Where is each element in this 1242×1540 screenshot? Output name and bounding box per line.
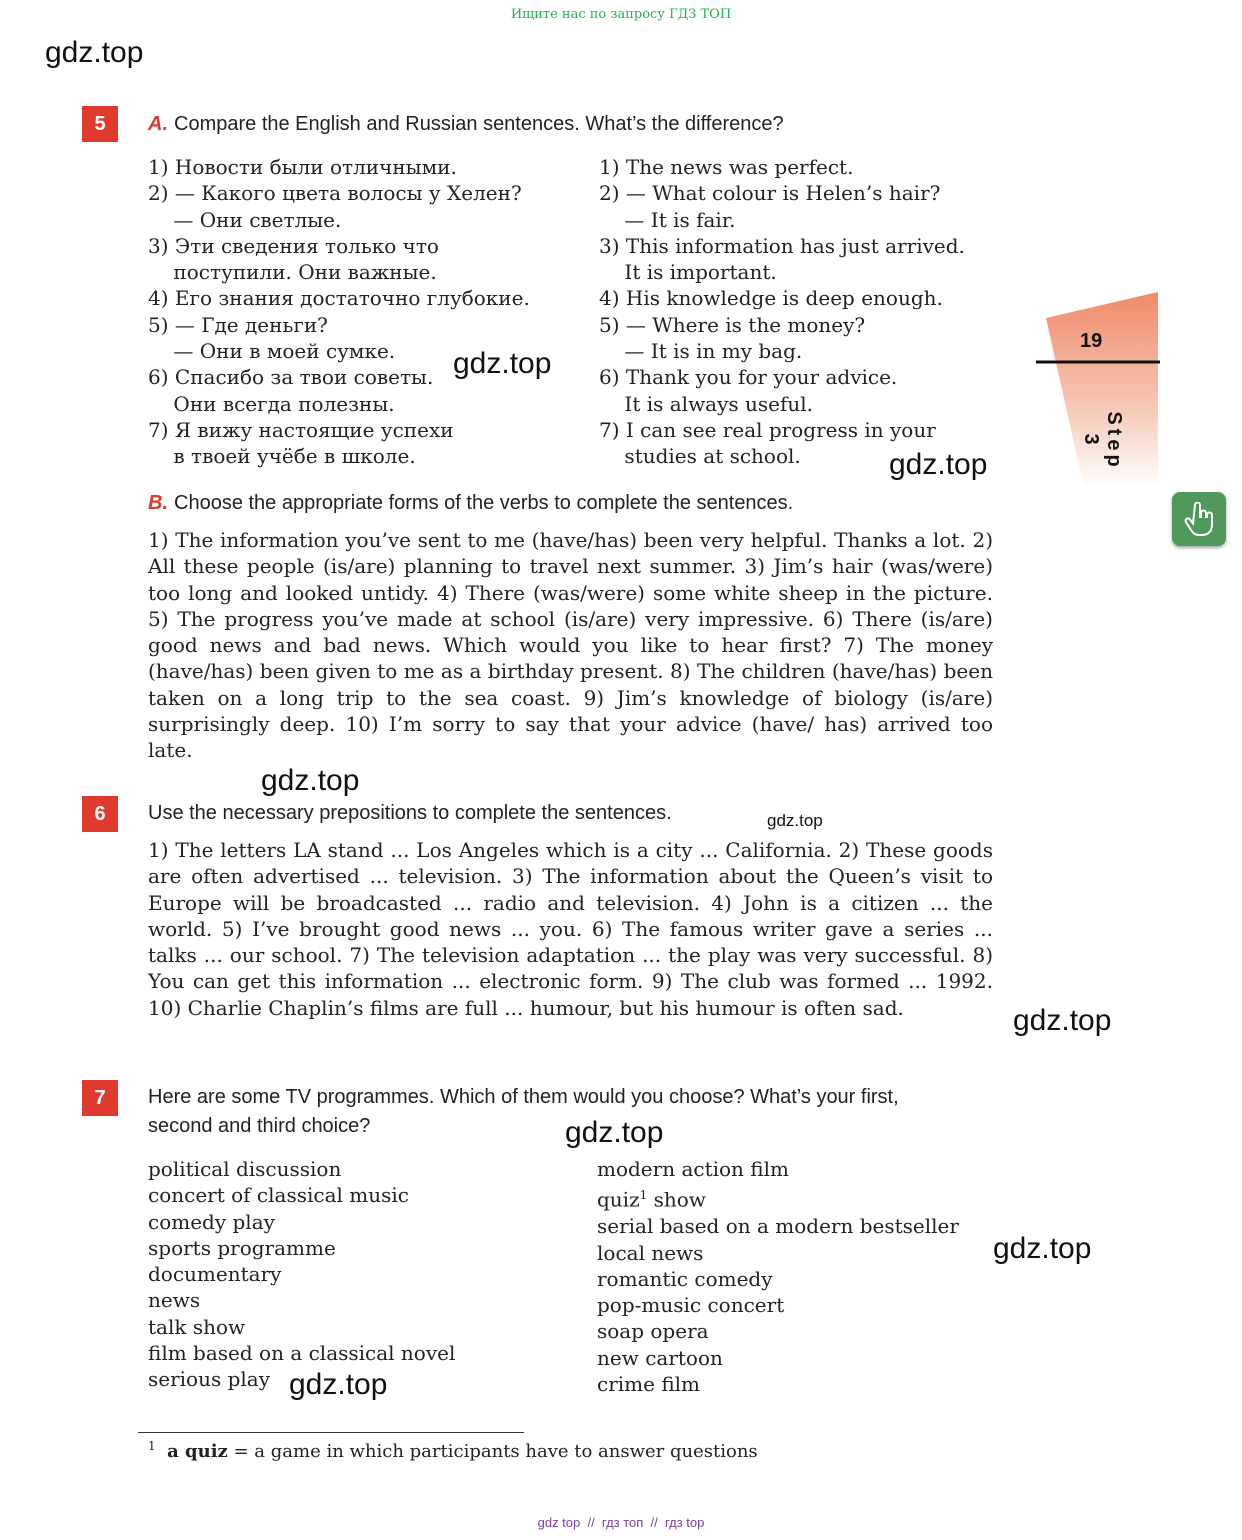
footnote-marker: 1 (148, 1439, 156, 1453)
footnote (148, 1439, 758, 1462)
sentence-line: Они всегда полезны. (148, 391, 395, 416)
list-item: news (148, 1288, 201, 1313)
sentence-line: — Они светлые. (148, 207, 342, 232)
list-item: modern action film (597, 1157, 789, 1181)
tv-programmes-right (597, 1156, 959, 1397)
sentence-line: It is always useful. (599, 391, 814, 416)
part-label: A. (148, 113, 168, 135)
part-label: B. (148, 492, 168, 514)
watermark: gdz.top (565, 1116, 664, 1149)
english-sentences (599, 154, 999, 470)
hand-pointer-icon (1184, 502, 1214, 536)
sentence-line: поступили. Они важные. (148, 260, 437, 285)
ex5-b-text: 1) The information you’ve sent to me (have/has) been very helpful. Thanks a lot. 2) All these people (is/are) planning to travel next summer. 3) Jim’s hair (was/were) too long and looked untidy. 4) There (was/were) some white sheep in the picture. 5) The progress you’ve made at school (is/are) very impressive. 6) There (is/are) good news and bad news. Which would you like to hear first? 7) The money (have/has) been given to me as a birthday present. 8) The children (have/has) been taken on a long trip to the sea coast. 9) Jim’s knowledge of biology (is/are) surprisingly deep. 10) I’m sorry to say that your advice (have/ has) arrived too late. (148, 528, 993, 763)
sentence-line: 7) I can see real progress in your (599, 417, 936, 442)
sentence-line: 2) — Какого цвета волосы у Хелен? (148, 181, 522, 206)
watermark: gdz.top (261, 764, 360, 797)
list-item: new cartoon (597, 1345, 723, 1370)
watermark: gdz.top (993, 1232, 1092, 1265)
russian-sentences (148, 154, 578, 470)
sentence-line: 1) Новости были отличными. (148, 155, 457, 179)
sentence-line: — Они в моей сумке. (148, 339, 396, 364)
sentence-line: 1) The news was perfect. (599, 155, 854, 179)
sentence-line: 7) Я вижу настоящие успехи (148, 417, 454, 442)
hand-pointer-button[interactable] (1172, 492, 1226, 546)
watermark: gdz.top (767, 811, 823, 830)
ex6-instruction: Use the necessary prepositions to complete the sentences. (148, 802, 672, 824)
sentence-line: It is important. (599, 260, 777, 285)
exercise-number: 7 (82, 1080, 118, 1116)
sentence-line: 5) — Where is the money? (599, 312, 866, 337)
sentence-line: — It is fair. (599, 207, 736, 232)
list-item: local news (597, 1240, 704, 1265)
watermark: gdz.top (889, 448, 988, 481)
sentence-line: 3) Эти сведения только что (148, 233, 439, 258)
exercise-number: 6 (82, 796, 118, 832)
list-item (597, 1182, 959, 1213)
list-item: talk show (148, 1314, 246, 1339)
top-banner[interactable]: Ищите нас по запросу ГДЗ ТОП (510, 7, 732, 22)
exercise-number: 5 (82, 106, 118, 142)
sentence-line: в твоей учёбе в школе. (148, 444, 416, 469)
footnote-divider (138, 1432, 524, 1433)
footnote-term: a quiz (167, 1441, 228, 1462)
sentence-line: studies at school. (599, 444, 801, 469)
instruction-text: Compare the English and Russian sentences. What’s the difference? (174, 113, 784, 135)
ex5-b-instruction (148, 492, 793, 515)
footnote-marker: 1 (639, 1188, 648, 1203)
list-item: documentary (148, 1262, 282, 1287)
watermark: gdz.top (45, 36, 144, 69)
list-item: concert of classical music (148, 1183, 409, 1208)
footnote-definition: = a game in which participants have to answer questions (227, 1441, 758, 1462)
bottom-links[interactable]: gdz top // гдз топ // гдз top (537, 1515, 705, 1530)
sentence-line: 2) — What colour is Helen’s hair? (599, 181, 941, 206)
sentence-line: 6) Thank you for your advice. (599, 365, 898, 390)
ex5-a-instruction (148, 113, 784, 136)
ex7-instruction-line2: second and third choice? (148, 1115, 371, 1137)
page-number: 19 (1080, 330, 1103, 352)
list-item: crime film (597, 1372, 701, 1397)
tv-programmes-left (148, 1156, 455, 1393)
step-label: Step 3 (1080, 411, 1125, 471)
sentence-line: 3) This information has just arrived. (599, 233, 965, 258)
list-item: sports programme (148, 1235, 336, 1260)
list-item: political discussion (148, 1157, 342, 1181)
ex7-instruction-line1: Here are some TV programmes. Which of them would you choose? What’s your first, (148, 1086, 899, 1108)
instruction-text: Choose the appropriate forms of the verbs to complete the sentences. (174, 492, 794, 514)
sentence-line: 6) Спасибо за твои советы. (148, 365, 434, 390)
list-item: film based on a classical novel (148, 1341, 456, 1366)
sentence-line: 4) Его знания достаточно глубокие. (148, 286, 530, 311)
list-item: pop-music concert (597, 1293, 785, 1318)
watermark: gdz.top (289, 1368, 388, 1401)
quiz-word: quiz (597, 1187, 640, 1212)
list-item: serial based on a modern bestseller (597, 1214, 959, 1239)
sentence-line: 5) — Где деньги? (148, 312, 328, 337)
list-item: comedy play (148, 1209, 275, 1234)
ex6-text: 1) The letters LA stand ... Los Angeles which is a city ... California. 2) These goods are often advertised ... television. 3) The information about the Queen’s visit to Europe will be broadcasted ... radio and television. 4) John is a citizen ... the world. 5) I’ve brought good news ... you. 6) The famous writer gave a series ... talks ... our school. 7) The television adaptation ... the play was very successful. 8) You can get this information ... electronic form. 9) The club was formed ... 1992. 10) Charlie Chaplin’s films are full ... humour, but his humour is often sad. (148, 838, 993, 1020)
watermark: gdz.top (453, 347, 552, 380)
watermark: gdz.top (1013, 1004, 1112, 1037)
sentence-line: — It is in my bag. (599, 339, 803, 364)
quiz-rest: show (647, 1187, 706, 1212)
list-item: serious play (148, 1367, 271, 1392)
list-item: romantic comedy (597, 1266, 773, 1291)
list-item: soap opera (597, 1319, 709, 1344)
sentence-line: 4) His knowledge is deep enough. (599, 286, 943, 311)
